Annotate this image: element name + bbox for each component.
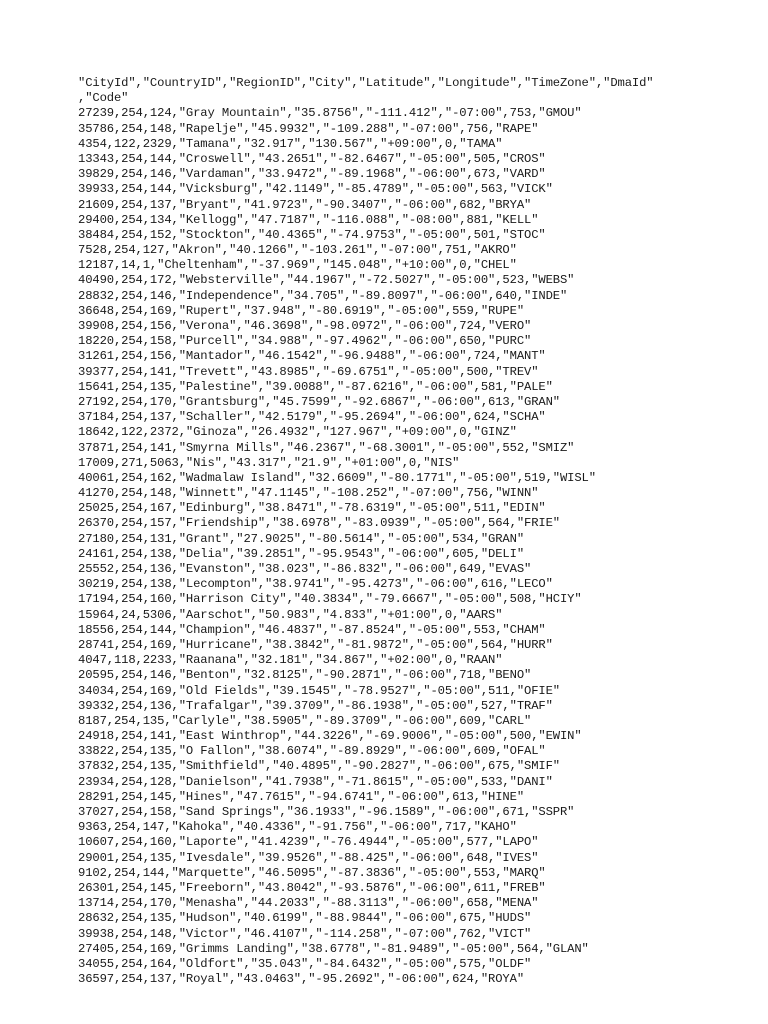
record-line: 26301,254,145,"Freeborn","43.8042","-93.5876","-06:00",611,"FREB" <box>78 880 546 895</box>
record-line: 37027,254,158,"Sand Springs","36.1933","-96.1589","-06:00",671,"SSPR" <box>78 805 575 819</box>
record-line: 15964,24,5306,"Aarschot","50.983","4.833","+01:00",0,"AARS" <box>78 607 503 622</box>
record-line: 39829,254,146,"Vardaman","33.9472","-89.1968","-06:00",673,"VARD" <box>78 167 546 182</box>
record-line: 39938,254,148,"Victor","46.4107","-114.258","-07:00",762,"VICT" <box>78 926 532 941</box>
record-line: 24161,254,138,"Delia","39.2851","-95.9543","-06:00",605,"DELI" <box>78 546 525 561</box>
record-line: 12187,14,1,"Cheltenham","-37.969","145.048","+10:00",0,"CHEL" <box>78 258 517 273</box>
header-line: "CityId","CountryID","RegionID","City","Latitude","Longitude","TimeZone","DmaId" <box>78 76 654 90</box>
record-line: 36597,254,137,"Royal","43.0463","-95.2692","-06:00",624,"ROYA" <box>78 972 525 987</box>
record-line: 7528,254,127,"Akron","40.1266","-103.261","-07:00",751,"AKRO" <box>78 243 517 258</box>
record-line: 28741,254,169,"Hurricane","38.3842","-81.9872","-05:00",564,"HURR" <box>78 637 553 652</box>
record-line: 35786,254,148,"Rapelje","45.9932","-109.288","-07:00",756,"RAPE" <box>78 121 539 136</box>
record-line: 9363,254,147,"Kahoka","40.4336","-91.756","-06:00",717,"KAHO" <box>78 820 517 835</box>
record-line: 21609,254,137,"Bryant","41.9723","-90.3407","-06:00",682,"BRYA" <box>78 197 532 212</box>
record-line: 31261,254,156,"Mantador","46.1542","-96.9488","-06:00",724,"MANT" <box>78 349 546 364</box>
header-line-continuation: ,"Code" <box>78 91 129 106</box>
record-line: 33822,254,135,"O Fallon","38.6074","-89.8929","-06:00",609,"OFAL" <box>78 744 546 759</box>
record-line: 18556,254,144,"Champion","46.4837","-87.8524","-05:00",553,"CHAM" <box>78 622 546 637</box>
record-line: 15641,254,135,"Palestine","39.0088","-87.6216","-06:00",581,"PALE" <box>78 379 553 394</box>
record-line: 28291,254,145,"Hines","47.7615","-94.6741","-06:00",613,"HINE" <box>78 789 525 804</box>
record-line: 17009,271,5063,"Nis","43.317","21.9","+01:00",0,"NIS" <box>78 455 460 470</box>
record-line: 40061,254,162,"Wadmalaw Island","32.6609","-80.1771","-05:00",519,"WISL" <box>78 470 596 485</box>
record-line: 39933,254,144,"Vicksburg","42.1149","-85.4789","-05:00",563,"VICK" <box>78 182 553 197</box>
record-line: 20595,254,146,"Benton","32.8125","-90.2871","-06:00",718,"BENO" <box>78 668 532 683</box>
record-line: 28632,254,135,"Hudson","40.6199","-88.9844","-06:00",675,"HUDS" <box>78 911 532 926</box>
record-line: 30219,254,138,"Lecompton","38.9741","-95.4273","-06:00",616,"LECO" <box>78 577 553 592</box>
record-line: 40490,254,172,"Websterville","44.1967","-72.5027","-05:00",523,"WEBS" <box>78 273 575 288</box>
record-line: 24918,254,141,"East Winthrop","44.3226","-69.9006","-05:00",500,"EWIN" <box>78 729 582 744</box>
record-line: 13343,254,144,"Croswell","43.2651","-82.6467","-05:00",505,"CROS" <box>78 151 546 166</box>
record-line: 39332,254,136,"Trafalgar","39.3709","-86.1938","-05:00",527,"TRAF" <box>78 698 553 713</box>
record-line: 9102,254,144,"Marquette","46.5095","-87.3836","-05:00",553,"MARQ" <box>78 865 546 880</box>
record-line: 13714,254,170,"Menasha","44.2033","-88.3113","-06:00",658,"MENA" <box>78 896 539 911</box>
record-line: 8187,254,135,"Carlyle","38.5905","-89.3709","-06:00",609,"CARL" <box>78 713 532 728</box>
record-line: 37871,254,141,"Smyrna Mills","46.2367","-68.3001","-05:00",552,"SMIZ" <box>78 440 575 455</box>
record-line: 4354,122,2329,"Tamana","32.917","130.567","+09:00",0,"TAMA" <box>78 136 503 151</box>
record-line: 28832,254,146,"Independence","34.705","-89.8097","-06:00",640,"INDE" <box>78 288 568 303</box>
record-line: 37184,254,137,"Schaller","42.5179","-95.2694","-06:00",624,"SCHA" <box>78 410 546 425</box>
record-line: 34034,254,169,"Old Fields","39.1545","-78.9527","-05:00",511,"OFIE" <box>78 683 560 698</box>
record-line: 39377,254,141,"Trevett","43.8985","-69.6751","-05:00",500,"TREV" <box>78 364 539 379</box>
record-line: 23934,254,128,"Danielson","41.7938","-71.8615","-05:00",533,"DANI" <box>78 774 553 789</box>
record-line: 27180,254,131,"Grant","27.9025","-80.5614","-05:00",534,"GRAN" <box>78 531 525 546</box>
record-line: 34055,254,164,"Oldfort","35.043","-84.6432","-05:00",575,"OLDF" <box>78 956 532 971</box>
record-line: 25025,254,167,"Edinburg","38.8471","-78.6319","-05:00",511,"EDIN" <box>78 501 546 516</box>
record-line: 29400,254,134,"Kellogg","47.7187","-116.088","-08:00",881,"KELL" <box>78 212 539 227</box>
record-line: 29001,254,135,"Ivesdale","39.9526","-88.425","-06:00",648,"IVES" <box>78 850 539 865</box>
record-line: 27192,254,170,"Grantsburg","45.7599","-92.6867","-06:00",613,"GRAN" <box>78 394 560 409</box>
record-line: 37832,254,135,"Smithfield","40.4895","-90.2827","-06:00",675,"SMIF" <box>78 759 560 774</box>
record-line: 41270,254,148,"Winnett","47.1145","-108.252","-07:00",756,"WINN" <box>78 486 539 501</box>
record-line: 39908,254,156,"Verona","46.3698","-98.0972","-06:00",724,"VERO" <box>78 319 532 333</box>
record-line: 26370,254,157,"Friendship","38.6978","-83.0939","-05:00",564,"FRIE" <box>78 516 560 531</box>
record-line: 27239,254,124,"Gray Mountain","35.8756","-111.412","-07:00",753,"GMOU" <box>78 106 582 121</box>
record-line: 18220,254,158,"Purcell","34.988","-97.4962","-06:00",650,"PURC" <box>78 334 532 349</box>
record-line: 38484,254,152,"Stockton","40.4365","-74.9753","-05:00",501,"STOC" <box>78 227 546 242</box>
record-line: 10607,254,160,"Laporte","41.4239","-76.4944","-05:00",577,"LAPO" <box>78 835 539 850</box>
record-line: 4047,118,2233,"Raanana","32.181","34.867","+02:00",0,"RAAN" <box>78 653 503 668</box>
record-line: 17194,254,160,"Harrison City","40.3834","-79.6667","-05:00",508,"HCIY" <box>78 592 582 607</box>
record-line: 25552,254,136,"Evanston","38.023","-86.832","-06:00",649,"EVAS" <box>78 562 532 576</box>
record-line: 18642,122,2372,"Ginoza","26.4932","127.967","+09:00",0,"GINZ" <box>78 425 517 440</box>
record-line: 27405,254,169,"Grimms Landing","38.6778","-81.9489","-05:00",564,"GLAN" <box>78 941 589 956</box>
record-line: 36648,254,169,"Rupert","37.948","-80.6919","-05:00",559,"RUPE" <box>78 303 525 318</box>
csv-document <box>78 76 758 987</box>
